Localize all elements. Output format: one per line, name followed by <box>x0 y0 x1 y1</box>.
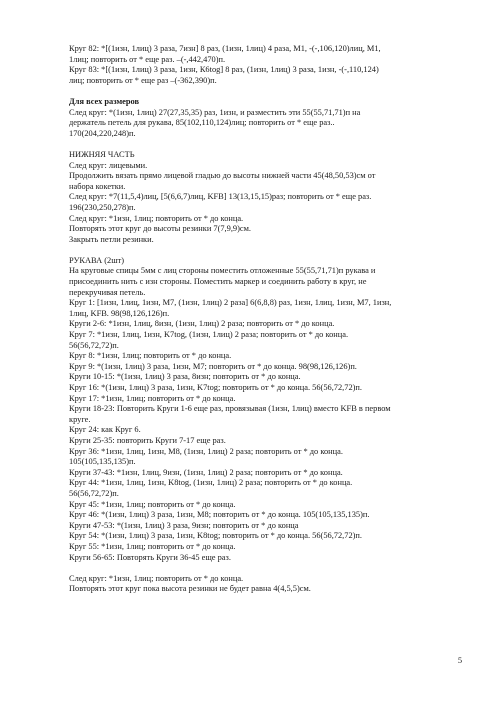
section-sleeves <box>69 256 449 563</box>
all-sizes-text <box>69 108 449 140</box>
text-line: Круг 9: *(1изн, 1лиц) 3 раза, 1изн, М7; повторить от * до конца. 98(98,126,126)п. <box>69 361 357 371</box>
text-line: 196(230,250,278)п. <box>69 202 136 212</box>
text-line: круге. <box>69 414 91 424</box>
text-line: лиц; повторить от * еще раз –(-362,390)п. <box>69 75 217 85</box>
text-line: Круги 10-15: *(1изн, 1лиц) 3 раза, 8изн; повторить от * до конца. <box>69 372 301 382</box>
text-line: Круг 54: *(1изн, 1лиц) 3 раза, 1изн, K8tog; повторить от * до конца. 56(56,72,72)п. <box>69 531 363 541</box>
text-line: Продолжить вязать прямо лицевой гладью до высоты нижней части 45(48,50,53)см от <box>69 171 376 181</box>
text-line: Круг 83: *[(1изн, 1лиц) 3 раза, 1изн, К6tog] 8 раз, (1изн, 1лиц) 3 раза, 1изн, -(-,110,124) <box>69 65 379 75</box>
text-line: 56(56,72,72)п. <box>69 340 119 350</box>
lower-part-text <box>69 161 449 246</box>
text-line: Круг 24: как Круг 6. <box>69 425 141 435</box>
text-line: Закрыть петли резинки. <box>69 234 154 244</box>
section-lower-part <box>69 150 449 245</box>
text-line: Круг 8: *1изн, 1лиц; повторить от * до конца. <box>69 351 232 361</box>
section-heading-sleeves: РУКАВА (2шт) <box>69 255 125 265</box>
text-line: След круг: *7(11,5,4)лиц, [5(6,6,7)лиц, KFB] 13(13,15,15)раз; повторить от * еще раз. <box>69 192 372 202</box>
text-line: Круг 7: *1изн, 1лиц, 1изн, K7tog, (1изн, 1лиц) 2 раза; повторить от * до конца. <box>69 330 349 340</box>
text-line: Круги 56-65: Повторять Круги 36-45 еще раз. <box>69 552 231 562</box>
block-rows-82-83 <box>69 44 449 86</box>
section-heading-lower-part: НИЖНЯЯ ЧАСТЬ <box>69 149 135 159</box>
text-line: набора кокетки. <box>69 181 126 191</box>
text-line: Круг 46: *(1изн, 1лиц) 3 раза, 1изн, М8; повторить от * до конца. 105(105,135,135)п. <box>69 510 370 520</box>
page-number: 5 <box>457 656 462 665</box>
text-line: держатель петель для рукава, 85(102,110,124)лиц; повторить от * еще раз.. <box>69 118 335 128</box>
text-line: Круг 44: *1изн, 1лиц, 1изн, K8tog, (1изн, 1лиц) 2 раза; повторить от * до конца. <box>69 478 353 488</box>
text-line: Повторять этот круг до высоты резинки 7(7,9,9)см. <box>69 224 252 234</box>
section-all-sizes <box>69 97 449 139</box>
text-line: перекручивая петель. <box>69 287 146 297</box>
text-line: Круг 1: [1изн, 1лиц, 1изн, М7, (1изн, 1лиц) 2 раза] 6(6,8,8) раз, 1изн, 1лиц, 1изн, М7, 1изн, <box>69 298 392 308</box>
text-line: Круг 82: *[(1изн, 1лиц) 3 раза, 7изн] 8 раз, (1изн, 1лиц) 4 раза, М1, -(-,106,120)лиц, М1, <box>69 44 381 53</box>
text-line: Повторять этот круг пока высота резинки не будет равна 4(4,5,5)см. <box>69 584 311 594</box>
section-final-ribbing <box>69 574 449 595</box>
text-line: 1лиц; повторить от * еще раз. –(-,442,470)п. <box>69 54 226 64</box>
sleeves-text <box>69 266 449 563</box>
text-line: Круги 37-43: *1изн, 1лиц, 9изн, (1изн, 1лиц) 2 раза; повторить от * до конца. <box>69 467 343 477</box>
text-line: След круг: *1изн, 1лиц; повторить от * до конца. <box>69 213 244 223</box>
section-heading-all-sizes: Для всех размеров <box>69 96 140 106</box>
text-line: Круги 47-53: *(1изн, 1лиц) 3 раза, 9изн; повторить от * до конца <box>69 520 299 530</box>
text-line: 56(56,72,72)п. <box>69 488 119 498</box>
text-line: 105(105,135,135)п. <box>69 457 136 467</box>
text-line: След круг: *1изн, 1лиц; повторить от * до конца. <box>69 573 244 583</box>
text-line: Круги 2-6: *1изн, 1лиц, 8изн, (1изн, 1лиц) 2 раза; повторить от * до конца. <box>69 319 335 329</box>
text-line: Круги 25-35: повторить Круги 7-17 еще раз. <box>69 435 226 445</box>
text-line: На круговые спицы 5мм с лиц стороны поместить отложенные 55(55,71,71)п рукава и <box>69 266 376 276</box>
text-line: присоединить нить с изн стороны. Поместить маркер и соединить работу в круг, не <box>69 277 367 287</box>
text-line: Круг 36: *1изн, 1лиц, 1изн, М8, (1изн, 1лиц) 2 раза; повторить от * до конца. <box>69 446 343 456</box>
text-line: Круг 45: *1изн, 1лиц; повторить от * до конца. <box>69 499 236 509</box>
text-line: Круг 17: *1изн, 1лиц; повторить от * до конца. <box>69 393 236 403</box>
page-content <box>69 44 449 595</box>
text-line: След круг: *(1изн, 1лиц) 27(27,35,35) раз, 1изн, и разместить эти 55(55,71,71)п на <box>69 107 361 117</box>
text-line: След круг: лицевыми. <box>69 160 148 170</box>
text-line: Круг 16: *(1изн, 1лиц) 3 раза, 1изн, K7tog; повторить от * до конца. 56(56,72,72)п. <box>69 383 363 392</box>
text-line: Круг 55: *1изн, 1лиц; повторить от * до конца. <box>69 541 236 551</box>
text-line: Круги 18-23: Повторить Круги 1-6 еще раз, провязывая (1изн, 1лиц) вместо KFB в первом <box>69 404 391 414</box>
text-line: 1лиц, KFB. 98(98,126,126)п. <box>69 308 170 318</box>
text-line: 170(204,220,248)п. <box>69 128 136 138</box>
